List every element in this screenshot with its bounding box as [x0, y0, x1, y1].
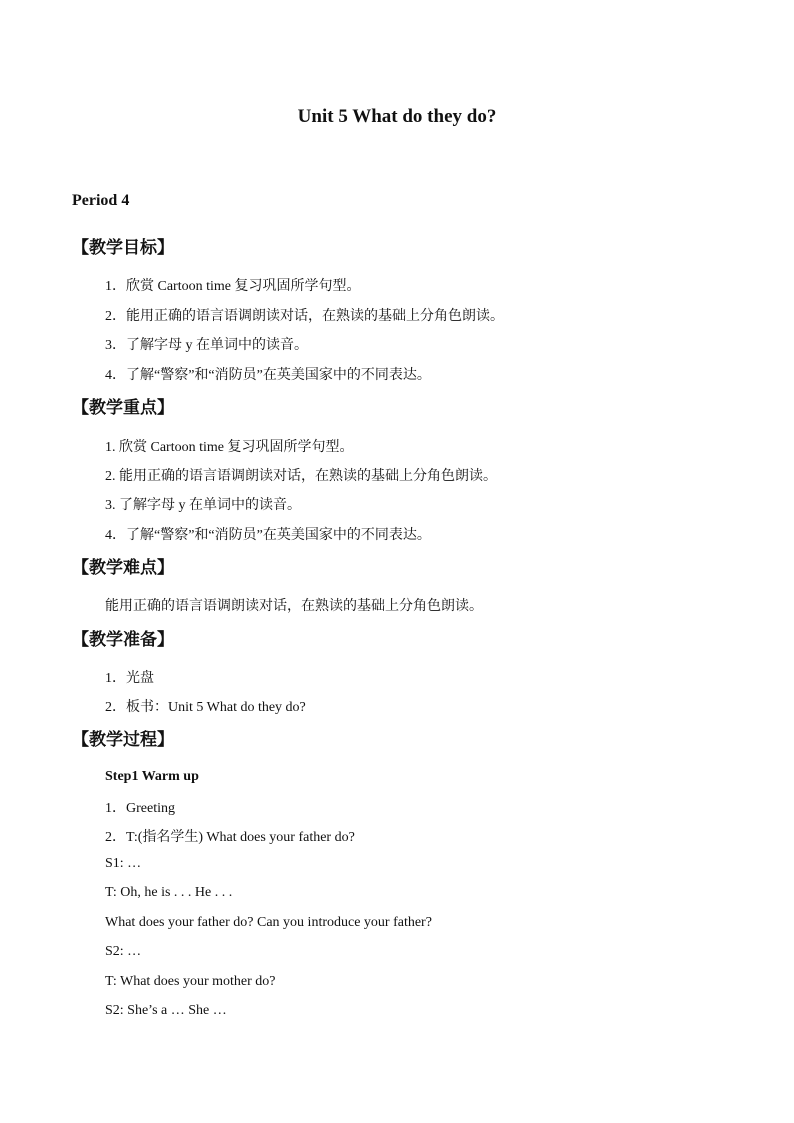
- key-point-item-4: 4．了解“警察”和“消防员”在英美国家中的不同表达。: [105, 528, 431, 543]
- objective-item-3: 3．了解字母 y 在单词中的读音。: [105, 338, 308, 353]
- process-line: 2．T:(指名学生) What does your father do?: [105, 830, 355, 845]
- heading-key-points: 【教学重点】: [72, 398, 174, 417]
- process-line: S1: …: [105, 856, 142, 871]
- heading-objectives: 【教学目标】: [72, 238, 174, 257]
- process-line: S2: …: [105, 944, 142, 959]
- objective-item-4: 4．了解“警察”和“消防员”在英美国家中的不同表达。: [105, 368, 431, 383]
- preparation-item-2: 2．板书：Unit 5 What do they do?: [105, 700, 306, 715]
- process-line: T: Oh, he is . . . He . . .: [105, 885, 233, 900]
- key-point-item-2: 2. 能用正确的语言语调朗读对话，在熟读的基础上分角色朗读。: [105, 469, 497, 484]
- heading-process: 【教学过程】: [72, 730, 174, 749]
- difficulty-text: 能用正确的语言语调朗读对话，在熟读的基础上分角色朗读。: [105, 599, 483, 614]
- key-point-item-3: 3. 了解字母 y 在单词中的读音。: [105, 498, 301, 513]
- process-line: What does your father do? Can you introduce your father?: [105, 915, 432, 930]
- preparation-item-1: 1．光盘: [105, 671, 154, 686]
- key-point-item-1: 1. 欣赏 Cartoon time 复习巩固所学句型。: [105, 440, 354, 455]
- period-label: Period 4: [72, 192, 130, 209]
- process-line: S2: She’s a … She …: [105, 1003, 227, 1018]
- heading-difficulties: 【教学难点】: [72, 558, 174, 577]
- process-line: T: What does your mother do?: [105, 974, 276, 989]
- heading-preparation: 【教学准备】: [72, 630, 174, 649]
- process-line: 1．Greeting: [105, 801, 175, 816]
- objective-item-2: 2．能用正确的语言语调朗读对话，在熟读的基础上分角色朗读。: [105, 309, 504, 324]
- objective-item-1: 1．欣赏 Cartoon time 复习巩固所学句型。: [105, 279, 361, 294]
- step-title: Step1 Warm up: [105, 769, 199, 784]
- document-title: Unit 5 What do they do?: [297, 106, 497, 127]
